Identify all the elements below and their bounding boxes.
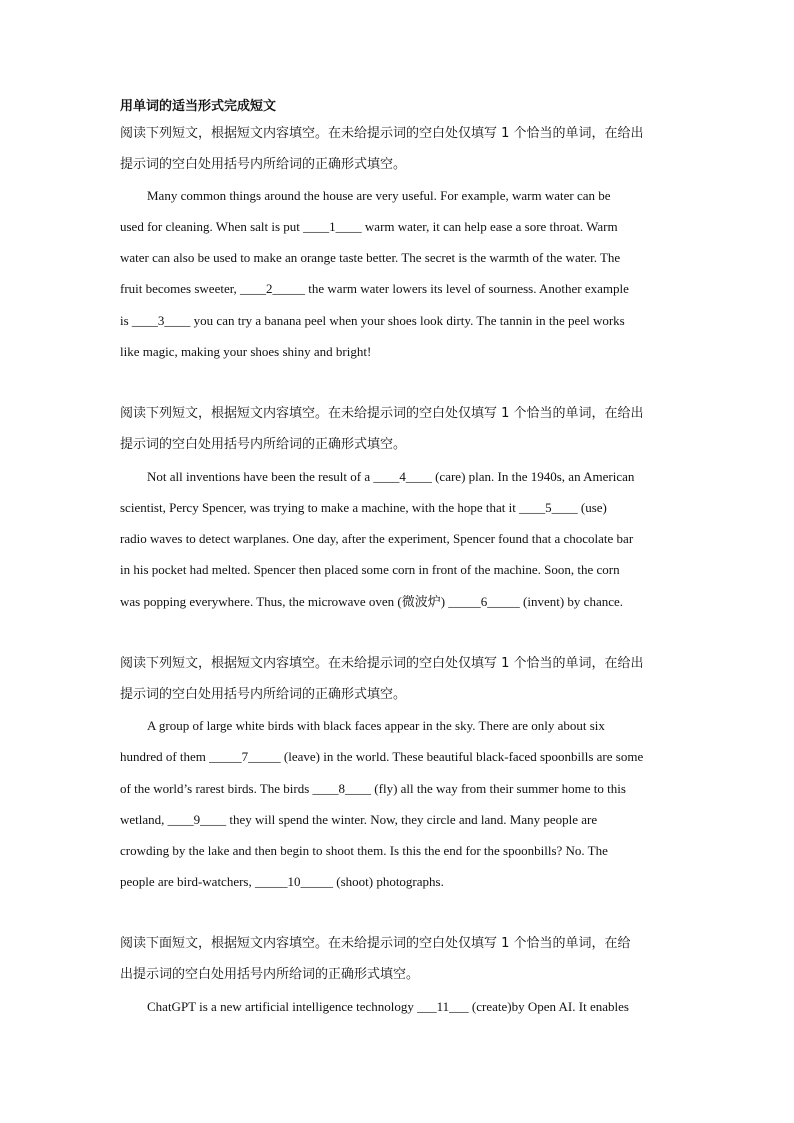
section-4-text-line: ChatGPT is a new artificial intelligence technology ___11___ (create)by Open AI. It enables [147,999,629,1014]
section-3-text-line: A group of large white birds with black faces appear in the sky. There are only about six [147,718,605,733]
page-title: 用单词的适当形式完成短文 [120,99,277,114]
section-1-text-line: water can also be used to make an orange taste better. The secret is the warmth of the water. The [120,250,621,265]
section-3-text-line: hundred of them _____7_____ (leave) in the world. These beautiful black-faced spoonbills are some [120,749,644,764]
section-2-text-line: in his pocket had melted. Spencer then placed some corn in front of the machine. Soon, the corn [120,562,620,577]
section-3-text-line: wetland, ____9____ they will spend the winter. Now, they circle and land. Many people are [120,812,598,827]
section-1-instruction-line-2: 提示词的空白处用括号内所给词的正确形式填空。 [120,157,407,172]
section-2-text-line: scientist, Percy Spencer, was trying to make a machine, with the hope that it ____5____ (use) [120,500,607,515]
section-1-text-line: like magic, making your shoes shiny and bright! [120,344,372,359]
section-2-instruction-line-2: 提示词的空白处用括号内所给词的正确形式填空。 [120,437,407,452]
section-4-instruction-line-1: 阅读下面短文，根据短文内容填空。在未给提示词的空白处仅填写 1 个恰当的单词，在给 [120,936,631,951]
section-2-text-line: radio waves to detect warplanes. One day, after the experiment, Spencer found that a chocolate bar [120,531,634,546]
section-2-text-line: was popping everywhere. Thus, the microwave oven (微波炉) _____6_____ (invent) by chance. [120,594,624,609]
section-3-text-line: crowding by the lake and then begin to shoot them. Is this the end for the spoonbills? No. The [120,843,608,858]
section-1-text-line: Many common things around the house are very useful. For example, warm water can be [147,188,611,203]
section-4-instruction-line-2: 出提示词的空白处用括号内所给词的正确形式填空。 [120,967,420,982]
section-3-instruction-line-2: 提示词的空白处用括号内所给词的正确形式填空。 [120,687,407,702]
section-2-instruction-line-1: 阅读下列短文，根据短文内容填空。在未给提示词的空白处仅填写 1 个恰当的单词，在给出 [120,406,644,421]
section-2-text-line: Not all inventions have been the result of a ____4____ (care) plan. In the 1940s, an American [147,469,635,484]
section-3-text-line: people are bird-watchers, _____10_____ (shoot) photographs. [120,874,444,889]
section-1-text-line: used for cleaning. When salt is put ____1____ warm water, it can help ease a sore throat. Warm [120,219,618,234]
section-1-instruction-line-1: 阅读下列短文，根据短文内容填空。在未给提示词的空白处仅填写 1 个恰当的单词，在给出 [120,126,644,141]
section-3-instruction-line-1: 阅读下列短文，根据短文内容填空。在未给提示词的空白处仅填写 1 个恰当的单词，在给出 [120,656,644,671]
section-1-text-line: fruit becomes sweeter, ____2_____ the warm water lowers its level of sourness. Another example [120,281,629,296]
section-3-text-line: of the world’s rarest birds. The birds ____8____ (fly) all the way from their summer home to this [120,781,626,796]
section-1-text-line: is ____3____ you can try a banana peel when your shoes look dirty. The tannin in the peel works [120,313,625,328]
